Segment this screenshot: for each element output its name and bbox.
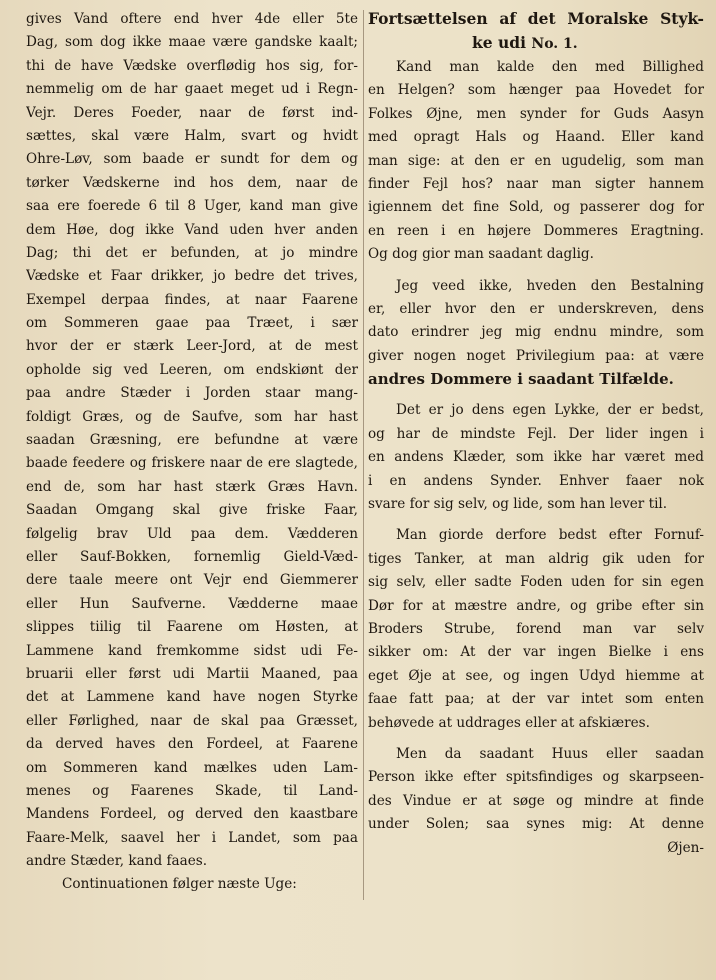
- text-line: Dør for at mæstre andre, og gribe efter sin: [368, 597, 704, 614]
- text-line: Saadan Omgang skal give friske Faar,: [26, 502, 358, 519]
- text-line: man sige: at den er en ugudelig, som man: [368, 152, 704, 169]
- paragraph: [368, 56, 704, 267]
- text-line: Kand man kalde den med Billighed: [396, 59, 704, 75]
- text-line: paa andre Stæder i Jorden staar mang-: [26, 385, 358, 402]
- text-line: nemmelig om de har gaaet meget ud i Regn-: [26, 81, 358, 98]
- paragraph-gap: [368, 267, 704, 275]
- text-line: under Solen; saa synes mig: At denne: [368, 816, 704, 833]
- text-line: andre Stæder, kand faaes.: [26, 853, 208, 870]
- article-number: No. 1.: [531, 36, 578, 52]
- text-line: følgelig brav Uld paa dem. Vædderen: [26, 525, 358, 542]
- text-line: en reen i en højere Dommeres Eragtning.: [368, 222, 704, 239]
- text-line: andres Dommere i saadant Tilfælde.: [368, 370, 674, 389]
- text-line: saa ere foerede 6 til 8 Uger, kand man give: [26, 198, 358, 215]
- text-line: om Sommeren gaae paa Træet, i sær: [26, 315, 358, 332]
- continuation-note: Continuationen følger næste Uge:: [62, 876, 297, 893]
- text-line: om Sommeren kand mælkes uden Lam-: [26, 759, 358, 776]
- paragraph: [368, 399, 704, 516]
- text-line: det at Lammene kand have nogen Styrke: [26, 689, 358, 706]
- text-line: giver nogen noget Privilegium paa: at være: [368, 347, 704, 364]
- text-line: Vejr. Deres Foeder, naar de først ind-: [26, 104, 358, 121]
- column-divider: [363, 10, 364, 900]
- text-line: Broders Strube, forend man var selv: [368, 620, 704, 637]
- text-line: menes og Faarenes Skade, til Land-: [26, 782, 358, 799]
- text-line: foldigt Græs, og de Saufve, som har hast: [26, 408, 358, 425]
- text-line: eller Førlighed, naar de skal paa Græsset,: [26, 712, 358, 729]
- text-line: Vædske et Faar drikker, jo bedre det trives,: [26, 268, 358, 285]
- text-line: opholde sig ved Leeren, om endskiønt der: [26, 361, 358, 378]
- text-line: en andens Klæder, som ikke har været med: [368, 449, 704, 466]
- text-line: Dag; thi det er befunden, at jo mindre: [26, 244, 358, 261]
- text-line: Man giorde derfore bedst efter Fornuf-: [396, 527, 704, 544]
- paragraph: [368, 524, 704, 735]
- text-line: eller Sauf-Bokken, fornemlig Gield-Væd-: [26, 548, 358, 565]
- text-line: Faare-Melk, saavel her i Landet, som paa: [26, 829, 358, 846]
- text-line: Dag, som dog ikke maae være gandske kaalt;: [26, 34, 358, 51]
- article-title-line2: [368, 30, 704, 56]
- text-line: Men da saadant Huus eller saadan: [396, 745, 704, 762]
- text-line: dem Høe, dog ikke Vand uden hver anden: [26, 221, 358, 238]
- text-line: tiges Tanker, at man aldrig gik uden for: [368, 550, 704, 567]
- text-line: eller Hun Saufverne. Vædderne maae: [26, 595, 358, 612]
- right-column: [368, 8, 704, 860]
- text-line: og har de mindste Fejl. Der lider ingen i: [368, 425, 704, 442]
- paragraph-gap: [368, 391, 704, 399]
- text-line: end de, som har hast stærk Græs Havn.: [26, 478, 358, 495]
- text-line: Og dog gior man saadant daglig.: [368, 246, 594, 263]
- text-line: thi de have Vædske overflødig hos sig, for-: [26, 57, 358, 74]
- catchword: Øjen-: [667, 839, 704, 856]
- text-line: igiennem det fine Sold, og passerer dog for: [368, 199, 704, 216]
- text-line: tørker Vædskerne ind hos dem, naar de: [26, 174, 358, 191]
- text-line: baade feedere og friskere naar de ere slagtede,: [26, 455, 358, 472]
- text-line: dere taale meere ont Vejr end Giemmerer: [26, 572, 358, 589]
- text-line: bruarii eller først udi Martii Maaned, paa: [26, 665, 358, 682]
- text-line: slippes tiilig til Faarene om Høsten, at: [26, 619, 358, 636]
- paragraph-gap: [368, 735, 704, 743]
- text-line: med opragt Hals og Haand. Eller kand: [368, 129, 704, 146]
- text-line: faae fatt paa; at der var intet som enten: [368, 691, 704, 708]
- text-line: da derved haves den Fordeel, at Faarene: [26, 736, 358, 753]
- text-line: hvor der er stærk Leer-Jord, at de mest: [26, 338, 358, 355]
- text-line: svare for sig selv, og lide, som han lever til.: [368, 496, 668, 513]
- text-line: Ohre-Løv, som baade er sundt for dem og: [26, 151, 358, 168]
- text-line: en Helgen? som hænger paa Hovedet for: [368, 82, 704, 99]
- text-line: Mandens Fordeel, og derved den kaastbare: [26, 806, 358, 823]
- text-line: er, eller hvor den er underskreven, dens: [368, 300, 704, 317]
- article-title-line2-text: ke udi: [472, 33, 526, 52]
- text-line: dato erindrer jeg mig endnu mindre, som: [368, 324, 704, 341]
- text-line: Person ikke efter spitsfindiges og skarpseen-: [368, 769, 704, 786]
- article-body: [368, 56, 704, 860]
- left-column: [26, 8, 358, 897]
- paragraph-gap: [368, 516, 704, 524]
- text-line: Folkes Øjne, men synder for Guds Aasyn: [368, 105, 704, 122]
- text-line: sættes, skal være Halm, svart og hvidt: [26, 127, 358, 144]
- text-line: Exempel derpaa findes, at naar Faarene: [26, 291, 358, 308]
- text-line: finder Fejl hos? naar man sigter hannem: [368, 175, 704, 192]
- paragraph: [368, 275, 704, 392]
- text-line: i en andens Synder. Enhver faaer nok: [368, 472, 704, 489]
- text-line: behøvede at uddrages eller at afskiæres.: [368, 714, 650, 731]
- text-line: gives Vand oftere end hver 4de eller 5te: [26, 11, 358, 27]
- text-line: Lammene kand fremkomme sidst udi Fe-: [26, 642, 358, 659]
- text-line: sikker om: At der var ingen Bielke i ens: [368, 644, 704, 661]
- text-line: eget Øje at see, og ingen Udyd hiemme at: [368, 667, 704, 684]
- paragraph: [368, 743, 704, 837]
- text-line: sig selv, eller sadte Foden uden for sin egen: [368, 574, 704, 591]
- article-title-line1: Fortsættelsen af det Moralske Styk-: [368, 9, 704, 28]
- text-line: saadan Græsning, ere befundne at være: [26, 432, 358, 449]
- text-line: des Vindue er at søge og mindre at finde: [368, 792, 704, 809]
- text-line: Jeg veed ikke, hveden den Bestalning: [396, 277, 704, 294]
- text-line: Det er jo dens egen Lykke, der er bedst,: [396, 402, 704, 419]
